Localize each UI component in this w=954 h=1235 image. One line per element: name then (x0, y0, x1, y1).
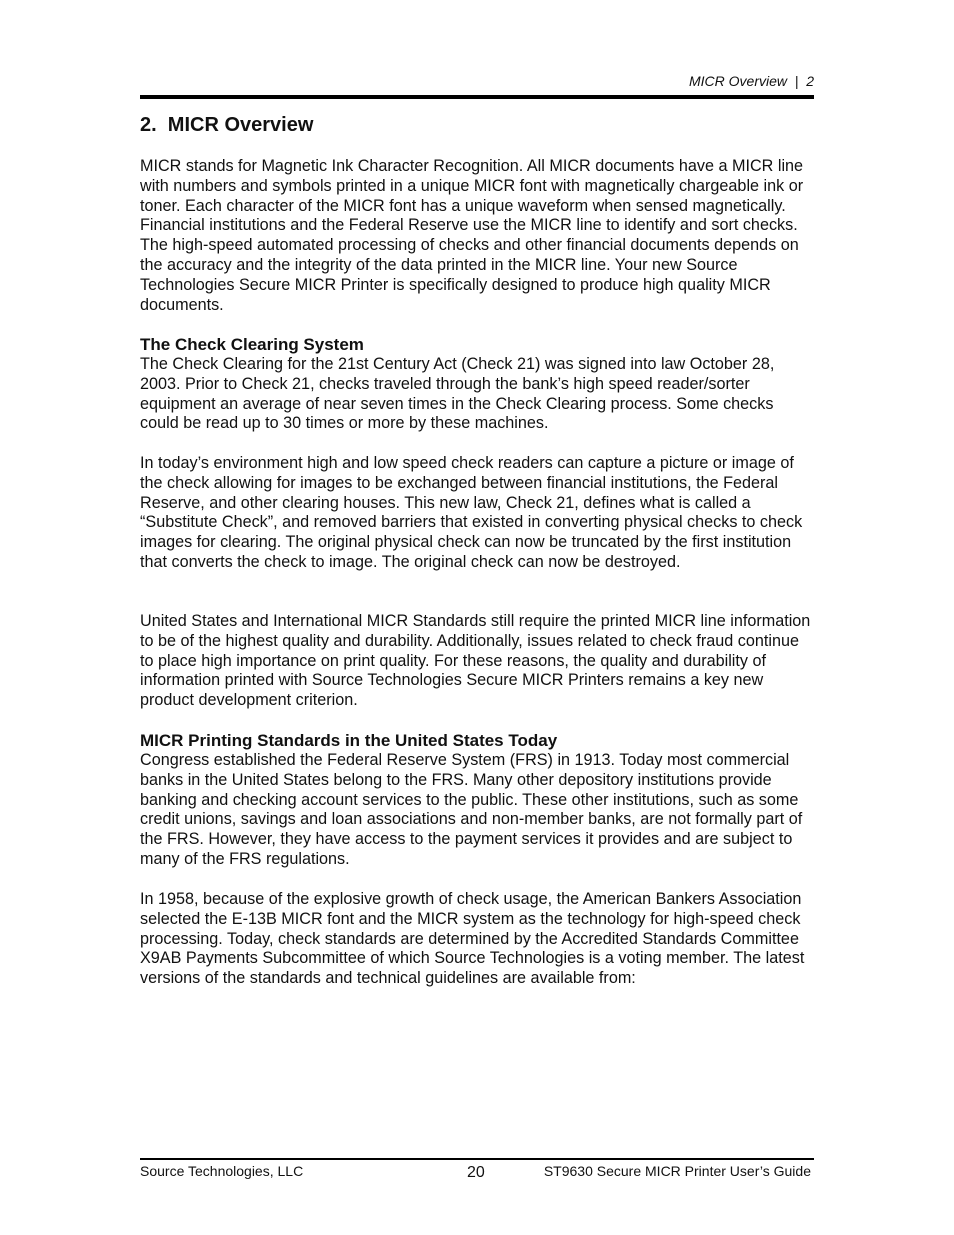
intro-paragraph: MICR stands for Magnetic Ink Character Recognition. All MICR documents have a MICR line with numbers and symbols printed in a unique MICR font with magnetically chargeable ink or toner. Each character of the MICR font has a unique waveform when sensed magnetically. Financial institutions and the Federal Reserve use the MICR line to identify and sort checks. The high-speed automated processing of checks and other financial documents depends on the accuracy and the integrity of the data printed in the MICR line. Your new Source Technologies Secure MICR Printer is specifically designed to produce high quality MICR documents. (140, 157, 804, 314)
section-heading-check-clearing: The Check Clearing System (140, 335, 364, 354)
header-rule (140, 95, 814, 99)
running-header: MICR Overview | 2 (689, 73, 814, 89)
footer-company: Source Technologies, LLC (140, 1163, 304, 1179)
micr-standards-paragraph-1: Congress established the Federal Reserve System (FRS) in 1913. Today most commercial banks in the United States belong to the FRS. Many other depository institutions provide banking and checking account services to the public. These other institutions, such as some credit unions, savings and loan associations and non-member banks, are not formally part of the FRS. However, they have access to the payment services it provides and are subject to many of the FRS regulations. (140, 751, 803, 868)
check-clearing-paragraph-1: The Check Clearing for the 21st Century Act (Check 21) was signed into law October 28, 2003. Prior to Check 21, checks traveled through the bank’s high speed reader/sorter equipment an average of near seven times in the Check Clearing process. Some checks could be read up to 30 times or more by these machines. (140, 355, 775, 433)
footer-page-number: 20 (467, 1164, 485, 1181)
document-page (140, 0, 814, 1235)
micr-standards-paragraph-2: In 1958, because of the explosive growth of check usage, the American Bankers Association selected the E-13B MICR font and the MICR system as the technology for high-speed check processing. Today, check standards are determined by the Accredited Standards Committee X9AB Payments Subcommittee of which Source Technologies is a voting member. The latest versions of the standards and technical guidelines are available from: (140, 890, 805, 988)
chapter-title: 2. MICR Overview (140, 114, 314, 136)
check-clearing-paragraph-3: United States and International MICR Standards still require the printed MICR line information to be of the highest quality and durability. Additionally, issues related to check fraud continue to place high importance on print quality. For these reasons, the quality and durability of information printed with Source Technologies Secure MICR Printers remains a key new product development criterion. (140, 612, 811, 710)
check-clearing-paragraph-2: In today’s environment high and low speed check readers can capture a picture or image of the check allowing for images to be exchanged between financial institutions, the Federal Reserve, and other clearing houses. This new law, Check 21, defines what is called a “Substitute Check”, and removed barriers that existed in converting physical checks to check images for clearing. The original physical check can now be truncated by the first institution that converts the check to image. The original check can now be destroyed. (140, 454, 803, 571)
footer-guide-title: ST9630 Secure MICR Printer User’s Guide (543, 1163, 811, 1179)
section-heading-micr-standards: MICR Printing Standards in the United States Today (140, 731, 558, 750)
footer-rule (140, 1158, 814, 1160)
